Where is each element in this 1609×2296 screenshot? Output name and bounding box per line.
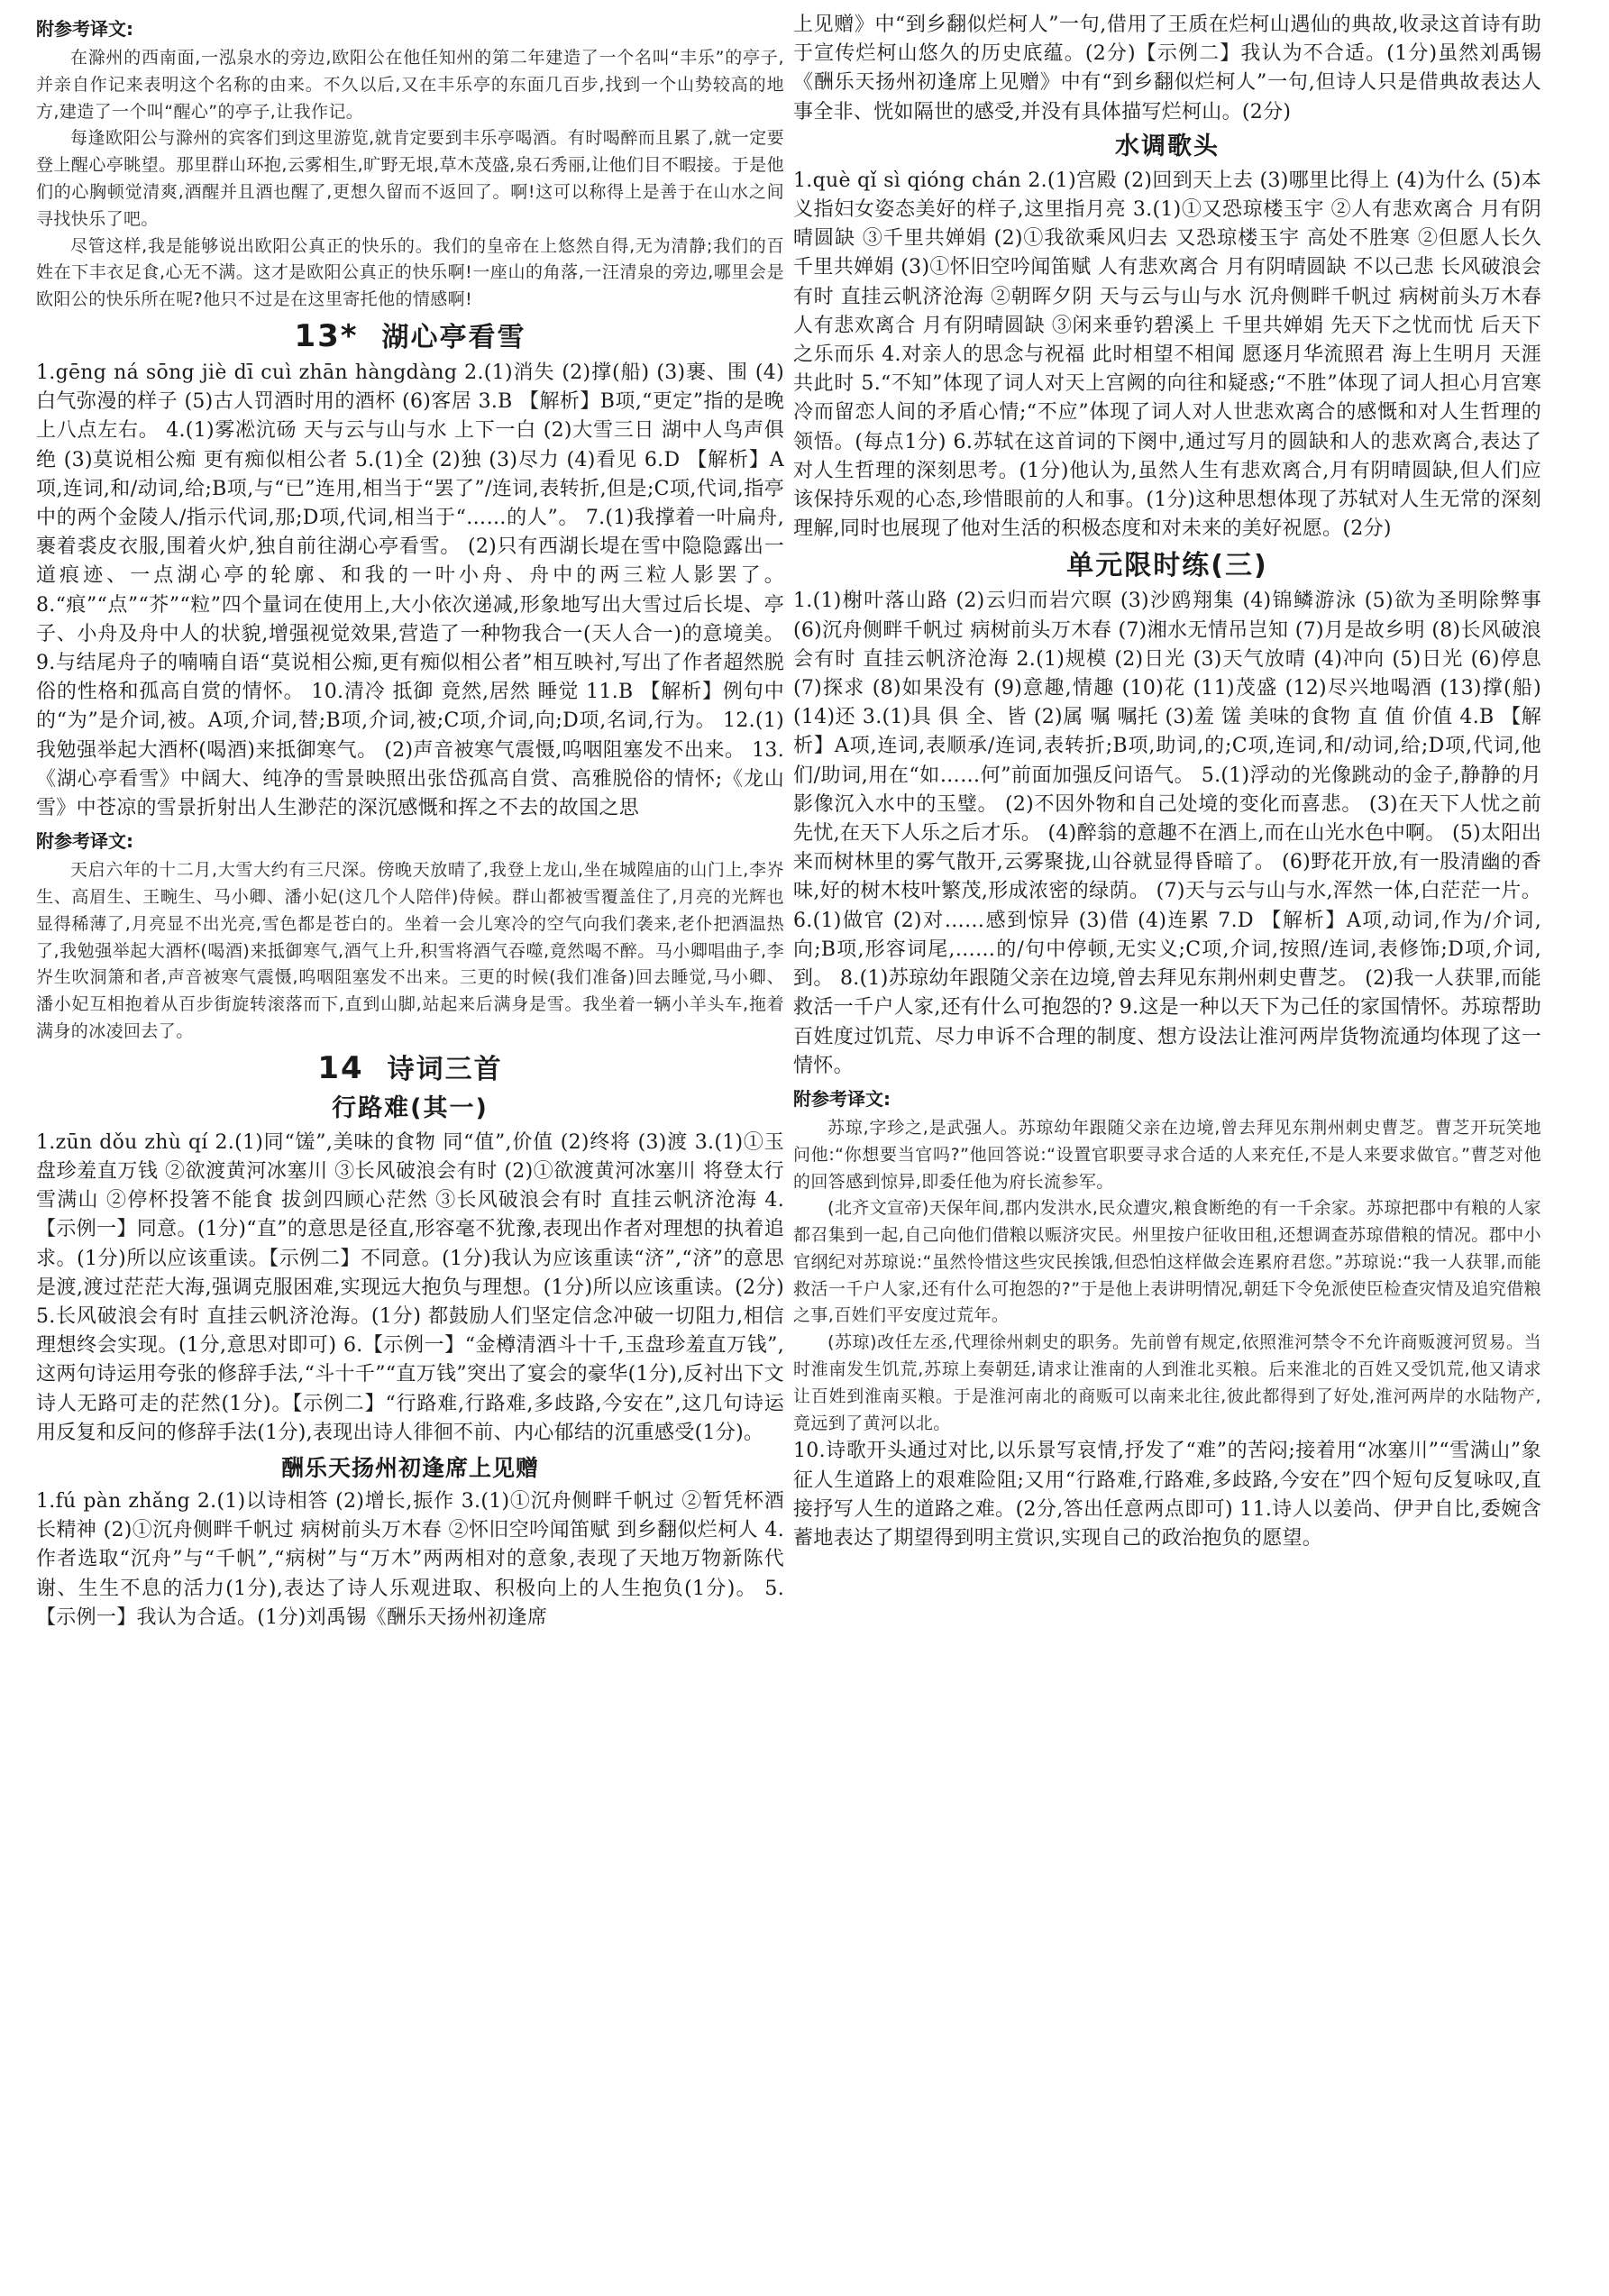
poem-answers: 1.fú pàn zhǎng 2.(1)以诗相答 (2)增长,振作 3.(1)①沉舟侧畔千帆过 ②暂凭杯酒长精神 (2)①沉舟侧畔千帆过 病树前头万木春 ②怀旧空吟闻笛赋 到乡翻似烂柯人 4.作者选取“沉舟”与“千帆”,“病树”与“万木”两两相对的意象,表现了天地万物新陈代谢、生生不息的活力(1分),表达了诗人乐观进取、积极向上的人生抱负(1分)。 5.【示例一】我认为合适。(1分)刘禹锡《酬乐天扬州初逢席	[36, 1490, 784, 1629]
translation-paragraph: (苏琼)改任左丞,代理徐州刺史的职务。先前曾有规定,依照淮河禁令不允许商贩渡河贸易。当时淮南发生饥荒,苏琼上奏朝廷,请求让淮南的人到淮北买粮。后来淮北的百姓又受饥荒,他又请求让百姓到淮南买粮。于是淮河南北的商贩可以南来北往,彼此都得到了好处,淮河两岸的水陆物产,竟远到了黄河以北。	[793, 1332, 1541, 1433]
translation-paragraph: 每逢欧阳公与滁州的宾客们到这里游览,就肯定要到丰乐亭喝酒。有时喝醉而且累了,就一定要登上醒心亭眺望。那里群山环抱,云雾相生,旷野无垠,草木茂盛,泉石秀丽,让他们目不暇接。于是他们的心胸顿觉清爽,酒醒并且酒也醒了,更想久留而不返回了。啊!这可以称得上是善于在山水之间寻找快乐了吧。	[36, 128, 784, 229]
poem-answers: 1.què qǐ sì qióng chán 2.(1)宫殿 (2)回到天上去 (3)哪里比得上 (4)为什么 (5)本义指妇女姿态美好的样子,这里指月亮 3.(1)①又恐琼楼玉宇 ②人有悲欢离合 月有阴晴圆缺 ③千里共婵娟 (2)①我欲乘风归去 又恐琼楼玉宇 高处不胜寒 ②但愿人长久 千里共婵娟 (3)①怀旧空吟闻笛赋 人有悲欢离合 月有阴晴圆缺 不以己悲 长风破浪会有时 直挂云帆济沧海 ②朝晖夕阴 天与云与山与水 沉舟侧畔千帆过 病树前头万木春 人有悲欢离合 月有阴晴圆缺 ③闲来垂钓碧溪上 千里共婵娟 先天下之忧而忧 后天下之乐而乐 4.对亲人的思念与祝福 此时相望不相闻 愿逐月华流照君 海上生明月 天涯共此时 5.“不知”体现了词人对天上宫阙的向往和疑惑;“不胜”体现了词人担心月宫寒冷而留恋人间的矛盾心情;“不应”体现了词人对人世悲欢离合的感慨和对人生哲理的领悟。(每点1分) 6.苏轼在这首词的下阕中,通过写月的圆缺和人的悲欢离合,表达了对人生哲理的深刻思考。(1分)他认为,虽然人生有悲欢离合,月有阴晴圆缺,但人们应该保持乐观的心态,珍惜眼前的人和事。(1分)这种思想体现了苏轼对人生无常的深刻理解,同时也展现了他对生活的积极态度和对未来的美好祝愿。(2分)	[793, 169, 1541, 541]
lesson-number: 13*	[294, 317, 359, 354]
poem-title: 酬乐天扬州初逢席上见赠	[280, 1455, 539, 1482]
lesson-13-answers: 1.gēng ná sōng jiè dī cuì zhān hàngdàng 2.(1)消失 (2)撑(船) (3)裹、围 (4)白气弥漫的样子 (5)古人罚酒时用的酒杯 (6)客居 3.B 【解析】B项,“更定”指的是晚上八点左右。 4.(1)雾凇沆砀 天与云与山与水 上下一白 (2)大雪三日 湖中人鸟声俱绝 (3)莫说相公痴 更有痴似相公者 5.(1)全 (2)独 (3)尽力 (4)看见 6.D 【解析】A项,连词,和/动词,给;B项,与“已”连用,相当于“罢了”/连词,表转折,但是;C项,代词,指亭中的两个金陵人/指示代词,那;D项,代词,相当于“……的人”。 7.(1)我撑着一叶扁舟,裹着裘皮衣服,围着火炉,独自前往湖心亭看雪。 (2)只有西湖长堤在雪中隐隐露出一道痕迹、一点湖心亭的轮廓、和我的一叶小舟、舟中的两三粒人影罢了。 8.“痕”“点”“芥”“粒”四个量词在使用上,大小依次递减,形象地写出大雪过后长堤、亭子、小舟及舟中人的状貌,增强视觉效果,营造了一种物我合一(天人合一)的意境美。 9.与结尾舟子的喃喃自语“莫说相公痴,更有痴似相公者”相互映衬,写出了作者超然脱俗的性格和孤高自赏的情怀。 10.清冷 抵御 竟然,居然 睡觉 11.B 【解析】例句中的“为”是介词,被。A项,介词,替;B项,介词,被;C项,介词,向;D项,名词,行为。 12.(1)我勉强举起大酒杯(喝酒)来抵御寒气。 (2)声音被寒气震慑,呜咽阻塞发不出来。 13.《湖心亭看雪》中阔大、纯净的雪景映照出张岱孤高自赏、高雅脱俗的情怀;《龙山雪》中苍凉的雪景折射出人生渺茫的深沉感慨和挥之不去的故国之思	[36, 361, 784, 820]
right-column	[793, 11, 1541, 1553]
poem-answers-continued: 上见赠》中“到乡翻似烂柯人”一句,借用了王质在烂柯山遇仙的典故,收录这首诗有助于宣传烂柯山悠久的历史底蕴。(2分)【示例二】我认为不合适。(1分)虽然刘禹锡《酬乐天扬州初逢席上见赠》中有“到乡翻似烂柯人”一句,但诗人只是借典故表达人事全非、恍如隔世的感受,并没有具体描写烂柯山。(2分)	[793, 14, 1541, 123]
translation-paragraph: 在滁州的西南面,一泓泉水的旁边,欧阳公在他任知州的第二年建造了一个名叫“丰乐”的亭子,并亲自作记来表明这个名称的由来。不久以后,又在丰乐亭的东面几百步,找到一个山势较高的地方,建造了一个叫“醒心”的亭子,让我作记。	[36, 48, 784, 122]
unit-test-answers-tail: 10.诗歌开头通过对比,以乐景写哀情,抒发了“难”的苦闷;接着用“冰塞川”“雪满山”象征人生道路上的艰难险阻;又用“行路难,行路难,多歧路,今安在”四个短句反复咏叹,直接抒写人生的道路之难。(2分,答出任意两点即可) 11.诗人以姜尚、伊尹自比,委婉含蓄地表达了期望得到明主赏识,实现自己的政治抱负的愿望。	[793, 1440, 1541, 1550]
translation-paragraph: (北齐文宣帝)天保年间,郡内发洪水,民众遭灾,粮食断绝的有一千余家。苏琼把郡中有粮的人家都召集到一起,自己向他们借粮以赈济灾民。州里按户征收田租,还想调查苏琼借粮的情况。郡中小官纲纪对苏琼说:“虽然怜惜这些灾民挨饿,但恐怕这样做会连累府君您。”苏琼说:“我一人获罪,而能救活一千户人家,还有什么可抱怨的?”于是他上表讲明情况,朝廷下令免派使臣检查灾情及追究借粮之事,百姓们平安度过荒年。	[793, 1198, 1541, 1326]
left-column	[36, 11, 784, 1633]
unit-test-answers: 1.(1)榭叶落山路 (2)云归而岩穴暝 (3)沙鸥翔集 (4)锦鳞游泳 (5)欲为圣明除弊事 (6)沉舟侧畔千帆过 病树前头万木春 (7)湘水无情吊岂知 (7)月是故乡明 (8)长风破浪会有时 直挂云帆济沧海 2.(1)规模 (2)日光 (3)天气放晴 (4)冲向 (5)日光 (6)停息 (7)探求 (8)如果没有 (9)意趣,情趣 (10)花 (11)茂盛 (12)尽兴地喝酒 (13)撑(船) (14)还 3.(1)具 俱 全、皆 (2)属 嘱 嘱托 (3)羞 馐 美味的食物 直 值 价值 4.B 【解析】A项,连词,表顺承/连词,表转折;B项,助词,的;C项,连词,和/动词,给;D项,代词,他们/助词,用在“如……何”前面加强反问语气。 5.(1)浮动的光像跳动的金子,静静的月影像沉入水中的玉璧。 (2)不因外物和自己处境的变化而喜悲。 (3)在天下人忧之前先忧,在天下人乐之后才乐。 (4)醉翁的意趣不在酒上,而在山光水色中啊。 (5)太阳出来而树林里的雾气散开,云雾聚拢,山谷就显得昏暗了。 (6)野花开放,有一股清幽的香味,好的树木枝叶繁茂,形成浓密的绿荫。 (7)天与云与山与水,浑然一体,白茫茫一片。 6.(1)做官 (2)对……感到惊异 (3)借 (4)连累 7.D 【解析】A项,动词,作为/介词,向;B项,形容词尾,……的/句中停顿,无实义;C项,介词,按照/连词,表修饰;D项,介词,到。 8.(1)苏琼幼年跟随父亲在边境,曾去拜见东荆州刺史曹芝。 (2)我一人获罪,而能救活一千户人家,还有什么可抱怨的? 9.这是一种以天下为己任的家国情怀。苏琼帮助百姓度过饥荒、尽力申诉不合理的制度、想方设法让淮河两岸货物流通均体现了这一情怀。	[793, 590, 1541, 1077]
lesson-number: 14	[317, 1049, 364, 1086]
lesson-title: 湖心亭看雪	[381, 321, 526, 353]
unit-test-heading: 单元限时练(三)	[1066, 550, 1268, 582]
lesson-13-heading	[36, 317, 784, 357]
translation-paragraph: 天启六年的十二月,大雪大约有三尺深。傍晚天放晴了,我登上龙山,坐在城隍庙的山门上,李岕生、高眉生、王畹生、马小卿、潘小妃(这几个人陪伴)侍候。群山都被雪覆盖住了,月亮的光辉也显得稀薄了,月亮显不出光亮,雪色都是苍白的。坐着一会儿寒冷的空气向我们袭来,老仆把酒温热了,我勉强举起大酒杯(喝酒)来抵御寒气,酒气上升,积雪将酒气吞噬,竟然喝不醉。马小卿唱曲子,李岕生吹洞箫和者,声音被寒气震慑,呜咽阻塞发不出来。三更的时候(我们准备)回去睡觉,马小卿、潘小妃互相抱着从百步街旋转滚落而下,直到山脚,站起来后满身是雪。我坐着一辆小羊头车,拖着满身的冰凌回去了。	[36, 860, 784, 1041]
lesson-title: 诗词三首	[387, 1053, 503, 1085]
translation-paragraph: 尽管这样,我是能够说出欧阳公真正的快乐的。我们的皇帝在上悠然自得,无为清静;我们的百姓在下丰衣足食,心无不满。这才是欧阳公真正的快乐啊!一座山的角落,一汪清泉的旁边,哪里会是欧阳公的快乐所在呢?他只不过是在这里寄托他的情感啊!	[36, 235, 784, 310]
translation-paragraph: 苏琼,字珍之,是武强人。苏琼幼年跟随父亲在边境,曾去拜见东荆州刺史曹芝。曹芝开玩笑地问他:“你想要当官吗?”他回答说:“设置官职要寻求合适的人来充任,不是人来要求做官。”曹芝对他的回答感到惊异,即委任他为府长流参军。	[793, 1117, 1541, 1192]
reference-translation-label: 附参考译文:	[36, 830, 133, 853]
poem-title: 行路难(其一)	[332, 1093, 489, 1122]
reference-translation-label: 附参考译文:	[793, 1087, 891, 1110]
reference-translation-label: 附参考译文:	[36, 18, 133, 40]
lesson-14-heading	[36, 1049, 784, 1089]
poem-answers: 1.zūn dǒu zhù qí 2.(1)同“馐”,美味的食物 同“值”,价值 (2)终将 (3)渡 3.(1)①玉盘珍羞直万钱 ②欲渡黄河冰塞川 ③长风破浪会有时 (2)①欲渡黄河冰塞川 将登太行雪满山 ②停杯投箸不能食 拔剑四顾心茫然 ③长风破浪会有时 直挂云帆济沧海 4.【示例一】同意。(1分)“直”的意思是径直,形容毫不犹豫,表现出作者对理想的执着追求。(1分)所以应该重读。【示例二】不同意。(1分)我认为应该重读“济”,“济”的意思是渡,渡过茫茫大海,强调克服困难,实现远大抱负与理想。(1分)所以应该重读。(2分) 5.长风破浪会有时 直挂云帆济沧海。(1分) 都鼓励人们坚定信念冲破一切阻力,相信理想终会实现。(1分,意思对即可) 6.【示例一】“金樽清酒斗十千,玉盘珍羞直万钱”,这两句诗运用夸张的修辞手法,“斗十千”“直万钱”突出了宴会的豪华(1分),反衬出下文诗人无路可走的茫然(1分)。【示例二】“行路难,行路难,多歧路,今安在”,这几句诗运用反复和反问的修辞手法(1分),表现出诗人徘徊不前、内心郁结的沉重感受(1分)。	[36, 1130, 784, 1444]
poem-title: 水调歌头	[1115, 132, 1220, 160]
